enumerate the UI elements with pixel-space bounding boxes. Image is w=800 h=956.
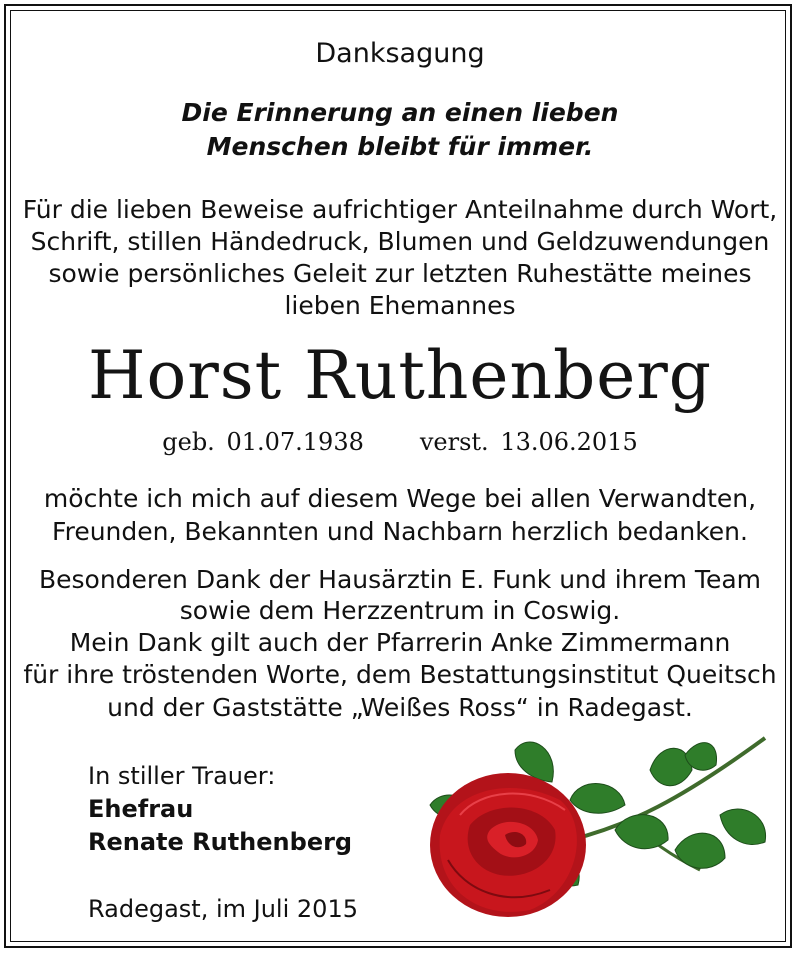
intro-line-3: sowie persönliches Geleit zur letzten Ruhestätte meines: [48, 259, 752, 288]
mourning-label: In stiller Trauer:: [88, 762, 276, 790]
special-thanks-line-3: Mein Dank gilt auch der Pfarrerin Anke Zimmermann: [69, 628, 731, 657]
thanks-line-2: Freunden, Bekannten und Nachbarn herzlich bedanken.: [52, 517, 748, 546]
motto-line-2: Menschen bleibt für immer.: [206, 132, 594, 161]
death-date: verst. 13.06.2015: [419, 428, 638, 456]
intro-line-1: Für die lieben Beweise aufrichtiger Anteilnahme durch Wort,: [22, 195, 778, 224]
special-thanks-line-1: Besonderen Dank der Hausärztin E. Funk und ihrem Team: [38, 565, 761, 594]
place-and-date: Radegast, im Juli 2015: [88, 895, 358, 923]
special-thanks-line-4: für ihre tröstenden Worte, dem Bestattungsinstitut Queitsch: [23, 660, 777, 689]
motto-line-1: Die Erinnerung an einen lieben: [181, 98, 619, 127]
notice-title: Danksagung: [315, 38, 485, 69]
special-thanks-line-5: und der Gaststätte „Weißes Ross“ in Radegast.: [107, 693, 693, 722]
special-thanks-line-2: sowie dem Herzzentrum in Coswig.: [179, 596, 621, 625]
deceased-name: Horst Ruthenberg: [87, 337, 713, 414]
intro-line-4: lieben Ehemannes: [284, 291, 516, 320]
birth-date: geb. 01.07.1938: [162, 428, 364, 456]
life-dates: [0, 430, 800, 454]
thanks-line-1: möchte ich mich auf diesem Wege bei allen Verwandten,: [43, 484, 757, 513]
mourner-relation: Ehefrau: [88, 795, 194, 823]
mourner-name: Renate Ruthenberg: [88, 828, 353, 856]
red-rose-illustration-icon: [420, 730, 790, 930]
intro-line-2: Schrift, stillen Händedruck, Blumen und Geldzuwendungen: [30, 227, 770, 256]
